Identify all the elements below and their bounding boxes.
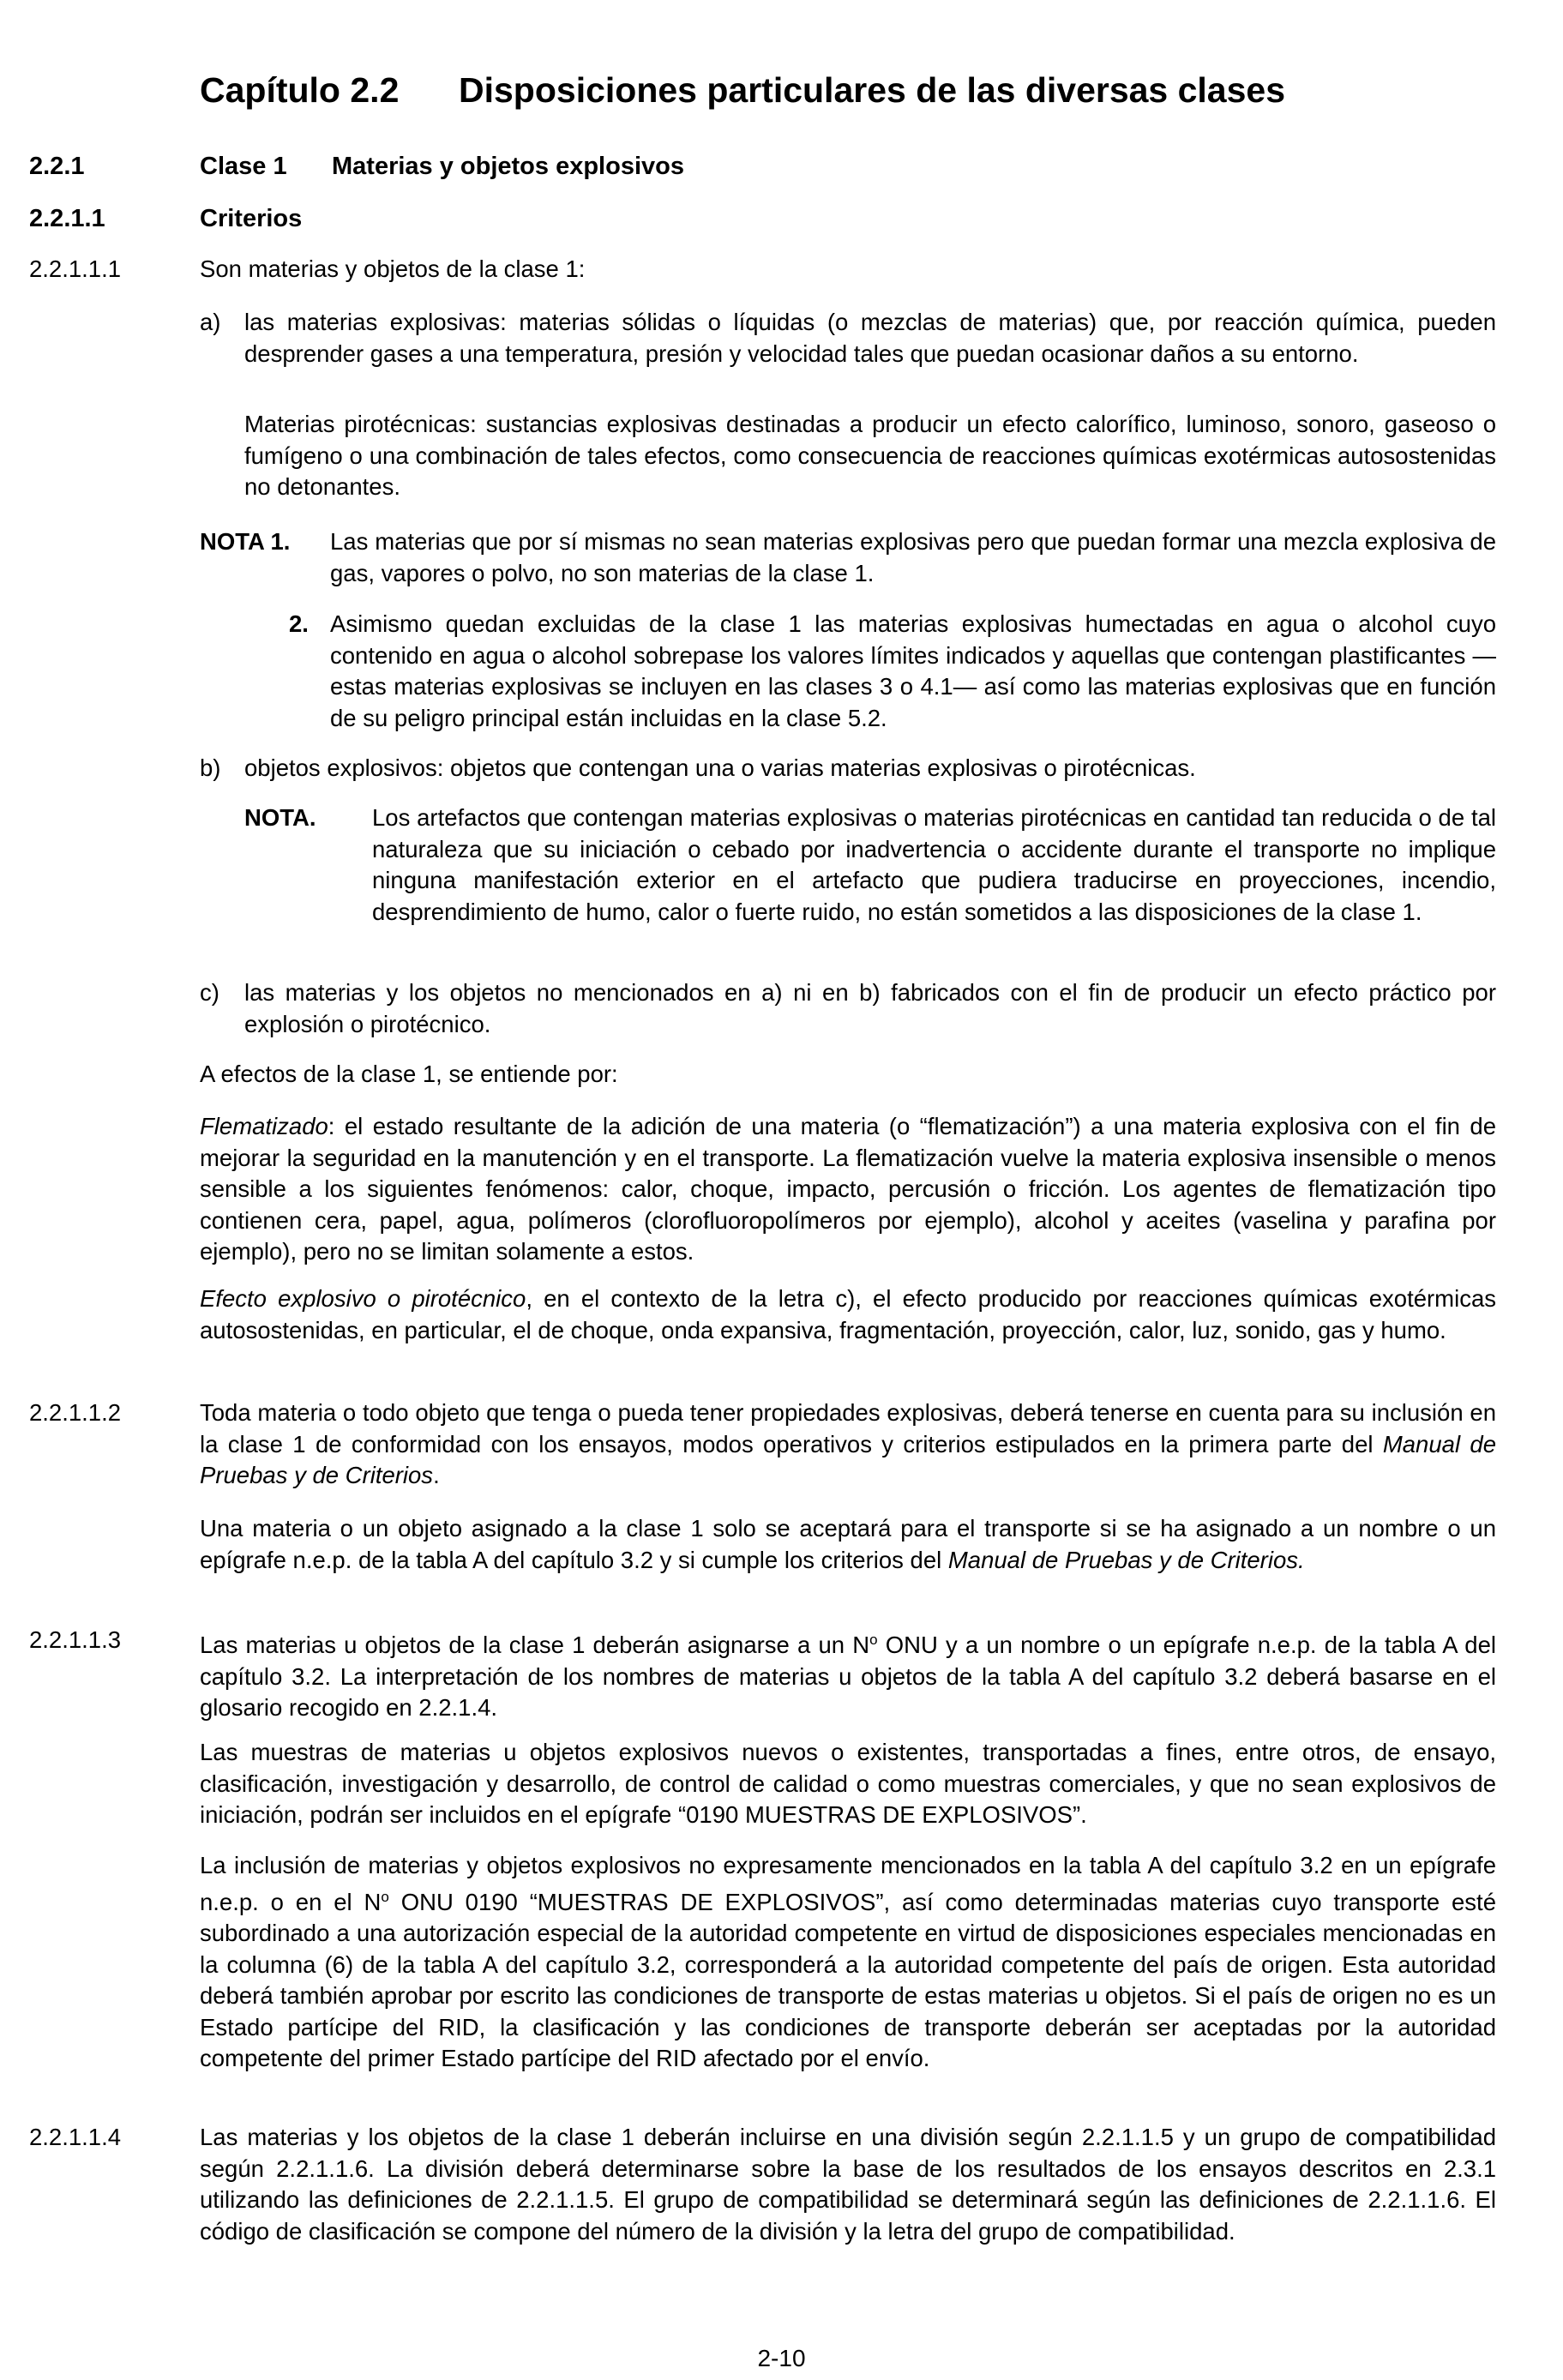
chapter-number: Capítulo 2.2	[200, 70, 400, 110]
paragraph-2-2-1-1-2-p2	[200, 1513, 1496, 1576]
item-c-marker: c)	[200, 979, 219, 1006]
paragraph-number-2-2-1-1-4: 2.2.1.1.4	[29, 2124, 122, 2150]
note-1-label: NOTA 1.	[200, 528, 291, 555]
paragraph-2-2-1-1-3-p3	[200, 1850, 1496, 2075]
item-a-text: las materias explosivas: materias sólidas o líquidas (o mezclas de materias) que, por reacción química, pueden desprender gases a una temperatura, presión y velocidad tales que puedan ocasionar daños a su entorno.	[244, 309, 1496, 367]
paragraph-2-2-1-1-4: Las materias y los objetos de la clase 1 deberán incluirse en una división según 2.2.1.1.5 y un grupo de compatibilidad según 2.2.1.1.6. La división deberá determinarse sobre la base de los resultados de los ensayos descritos en 2.3.1 utilizando las definiciones de 2.2.1.1.5. El grupo de compatibilidad se determinará según las definiciones de 2.2.1.1.6. El código de clasificación se compone del número de la división y la letra del grupo de compatibilidad.	[200, 2124, 1496, 2245]
p1-end: .	[433, 1462, 440, 1488]
definitions-intro: A efectos de la clase 1, se entiende por:	[200, 1061, 618, 1087]
definition-term-flematizado: Flematizado	[200, 1113, 328, 1139]
item-a-marker: a)	[200, 309, 221, 335]
item-a-pyrotechnic-text: Materias pirotécnicas: sustancias explosivas destinadas a producir un efecto calorífico, luminoso, sonoro, gaseoso o fumígeno o una combinación de tales efectos, como consecuencia de reacciones químicas exotérmicas autosostenidas no detonantes.	[244, 411, 1496, 500]
paragraph-2-2-1-1-2-p1	[200, 1397, 1496, 1492]
note-b-text: Los artefactos que contengan materias explosivas o materias pirotécnicas en cantidad tan reducida o de tal naturaleza que su iniciación o cebado por inadvertencia o accidente durante el transporte no implique ninguna manifestación exterior en el artefacto que pudiera traducirse en proyecciones, incendio, desprendimiento de humo, calor o fuerte ruido, no están sometidos a las disposiciones de la clase 1.	[372, 804, 1496, 925]
definition-flematizado	[200, 1111, 1496, 1268]
p1-b: ONU y a un nombre o un epígrafe n.e.p. de la tabla A del capítulo 3.2. La interpretación de los nombres de materias u objetos de la tabla A del capítulo 3.2 deberá basarse en el glosario recogido en 2.2.1.4.	[200, 1632, 1496, 1722]
item-b-marker: b)	[200, 754, 221, 781]
paragraph-2-2-1-1-3-p1	[200, 1625, 1496, 1724]
definition-term-efecto: Efecto explosivo o pirotécnico	[200, 1285, 526, 1312]
p1-text: Toda materia o todo objeto que tenga o pueda tener propiedades explosivas, deberá tenerse en cuenta para su inclusión en la clase 1 de conformidad con los ensayos, modos operativos y criterios estipulados en la primera parte del	[200, 1399, 1496, 1457]
note-2-label: 2.	[289, 610, 309, 637]
note-1-text: Las materias que por sí mismas no sean materias explosivas pero que puedan formar una mezcla explosiva de gas, vapores o polvo, no son materias de la clase 1.	[330, 528, 1496, 586]
paragraph-intro: Son materias y objetos de la clase 1:	[200, 255, 586, 282]
note-2-text: Asimismo quedan excluidas de la clase 1 las materias explosivas humectadas en agua o alcohol cuyo contenido en agua o alcohol sobrepase los valores límites indicados y aquellas que contengan plastificantes —estas materias explosivas se incluyen en las clases 3 o 4.1— así como las materias explosivas que en función de su peligro principal están incluidas en la clase 5.2.	[330, 610, 1496, 731]
paragraph-number-2-2-1-1-3: 2.2.1.1.3	[29, 1626, 122, 1653]
chapter-title: Disposiciones particulares de las diversas clases	[459, 70, 1286, 110]
definition-efecto-explosivo	[200, 1283, 1496, 1346]
note-b-label: NOTA.	[244, 804, 316, 831]
section-title-2-2-1: Materias y objetos explosivos	[332, 153, 684, 180]
section-number-2-2-1: 2.2.1	[29, 153, 85, 180]
p2-text: Una materia o un objeto asignado a la clase 1 solo se aceptará para el transporte si se ha asignado a un nombre o un epígrafe n.e.p. de la tabla A del capítulo 3.2 y si cumple los criterios del	[200, 1515, 1496, 1573]
paragraph-number-2-2-1-1-1: 2.2.1.1.1	[29, 255, 122, 282]
paragraph-2-2-1-1-3-p2: Las muestras de materias u objetos explosivos nuevos o existentes, transportadas a fines, entre otros, de ensayo, clasificación, investigación y desarrollo, de control de calidad o como muestras comerciales, y que no sean explosivos de iniciación, podrán ser incluidos en el epígrafe “0190 MUESTRAS DE EXPLOSIVOS”.	[200, 1739, 1496, 1828]
page-number: 2-10	[757, 2345, 806, 2371]
item-b-text: objetos explosivos: objetos que contengan una o varias materias explosivas o pirotécnicas.	[244, 754, 1196, 781]
superscript: o	[869, 1632, 878, 1648]
section-class-label: Clase 1	[200, 153, 287, 180]
p3-a: La inclusión de materias y objetos explosivos no expresamente mencionados en la tabla A del capítulo 3.2 en un epígrafe n.e.p. o en el N	[200, 1852, 1496, 1915]
section-title-2-2-1-1: Criterios	[200, 205, 303, 232]
paragraph-number-2-2-1-1-2: 2.2.1.1.2	[29, 1399, 122, 1426]
item-c-text: las materias y los objetos no mencionados en a) ni en b) fabricados con el fin de producir un efecto práctico por explosión o pirotécnico.	[244, 979, 1496, 1037]
manual-reference: Manual de Pruebas y de Criterios.	[947, 1546, 1305, 1573]
definition-text-flematizado: : el estado resultante de la adición de una materia (o “flematización”) a una materia explosiva con el fin de mejorar la seguridad en la manutención y en el transporte. La flematización vuelve la materia explosiva insensible o menos sensible a los siguientes fenómenos: calor, choque, impacto, percusión o fricción. Los agentes de flematización tipo contienen cera, papel, agua, polímeros (clorofluoropolímeros por ejemplo), alcohol y aceites (vaselina y parafina por ejemplo), pero no se limitan solamente a estos.	[200, 1113, 1496, 1265]
definition-text-efecto: , en el contexto de la letra c), el efecto producido por reacciones químicas exotérmicas autosostenidas, en particular, el de choque, onda expansiva, fragmentación, proyección, calor, luz, sonido, gas y humo.	[200, 1285, 1496, 1343]
manual-reference: Manual de Pruebas y de Criterios	[200, 1430, 1496, 1488]
p1-a: Las materias u objetos de la clase 1 deberán asignarse a un N	[200, 1632, 870, 1659]
p3-b: ONU 0190 “MUESTRAS DE EXPLOSIVOS”, así como determinadas materias cuyo transporte esté subordinado a una autorización especial de la autoridad competente en virtud de disposiciones especiales mencionadas en la columna (6) de la tabla A del capítulo 3.2, corresponderá a la autoridad competente del país de origen. Esta autoridad deberá también aprobar por escrito las condiciones de transporte de estas materias u objetos. Si el país de origen no es un Estado partícipe del RID, la clasificación y las condiciones de transporte deberán ser aceptadas por la autoridad competente del primer Estado partícipe del RID afectado por el envío.	[200, 1888, 1496, 2072]
section-number-2-2-1-1: 2.2.1.1	[29, 205, 105, 232]
superscript: o	[381, 1888, 389, 1905]
